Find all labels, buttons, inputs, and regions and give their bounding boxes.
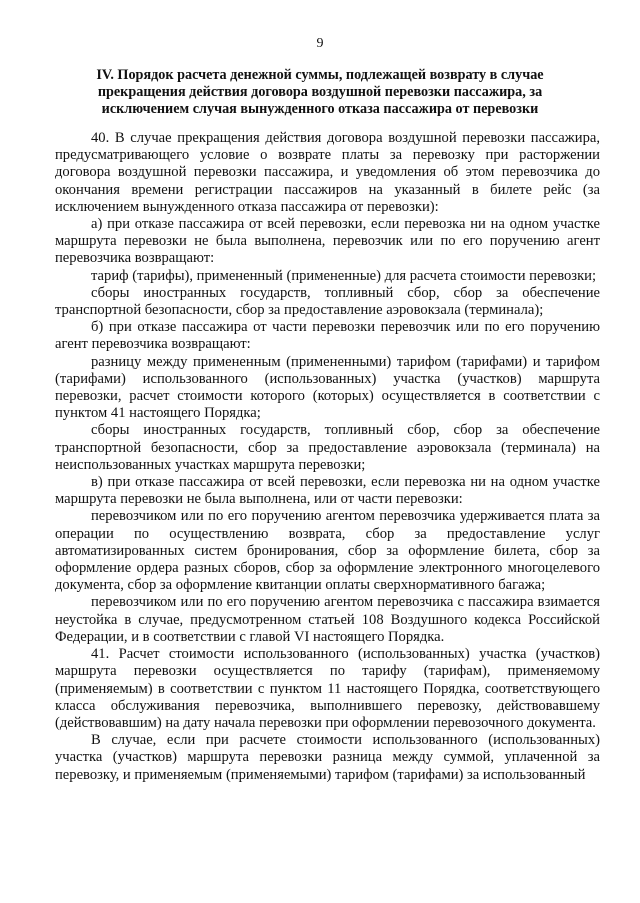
paragraph-40-b-difference: разницу между примененным (примененными) тарифом (тарифами) и тарифом (тарифами) использованного (использованных) участка (участков) маршрута перевозки, расчет стоимости которого (которых) осуществляется в соответствии с пунктом 41 настоящего Порядка; [55,353,600,422]
paragraph-40-c: в) при отказе пассажира от всей перевозки, если перевозка ни на одном участке маршрута перевозки не была выполнена, или от части перевозки: [55,474,600,508]
paragraph-40-b: б) при отказе пассажира от части перевозки перевозчик или по его поручению агент перевозчика возвращают: [55,319,600,353]
paragraph-40: 40. В случае прекращения действия договора воздушной перевозки пассажира, предусматривающего условие о возврате платы за перевозку при расторжении договора воздушной перевозки пассажира, и уведомления об этом перевозчика до окончания времени регистрации пассажиров на указанный в билете рейс (за исключением вынужденного отказа пассажира от перевозки): [55,130,600,215]
page-number: 9 [316,36,324,51]
section-title [84,67,556,118]
paragraph-40-a-tariff: тариф (тарифы), примененный (примененные) для расчета стоимости перевозки; [91,267,597,284]
paragraph-41: 41. Расчет стоимости использованного (использованных) участка (участков) маршрута перевозки осуществляется по тарифу (тарифам), применяемому (применяемым) в соответствии с пунктом 11 настоящего Порядка, соответствующего класса обслуживания перевозчика, выполнившего перевозку, действовавшему (действовавшим) на дату начала перевозки при оформлении перевозочного документа. [55,646,600,731]
document-body [55,130,600,784]
section-title-line: исключением случая вынужденного отказа пассажира от перевозки [101,101,539,117]
paragraph-41-case: В случае, если при расчете стоимости использованного (использованных) участка (участков) маршрута перевозки разница между суммой, уплаченной за перевозку, и применяемым (применяемыми) тарифом (тарифами) за использованный [55,732,600,783]
section-title-line: IV. Порядок расчета денежной суммы, подлежащей возврату в случае [96,67,544,83]
paragraph-40-a: а) при отказе пассажира от всей перевозки, если перевозка ни на одном участке маршрута перевозки не была выполнена, перевозчик или по его поручению агент перевозчика возвращают: [55,216,600,267]
section-title-line: прекращения действия договора воздушной перевозки пассажира, за [97,84,543,100]
paragraph-40-c-penalty: перевозчиком или по его поручению агентом перевозчика с пассажира взимается неустойка в случае, предусмотренном статьей 108 Воздушного кодекса Российской Федерации, и в соответствии с главой VI настоящего Порядка. [55,594,600,645]
paragraph-40-c-retained: перевозчиком или по его поручению агентом перевозчика удерживается плата за операции по осуществлению возврата, сбор за предоставление услуг автоматизированных систем бронирования, сбор за оформление билета, сбор за оформление ордера разных сборов, сбор за оформление электронного многоцелевого документа, сбор за оформление квитанции оплаты сверхнормативного багажа; [55,508,600,594]
paragraph-40-a-fees: сборы иностранных государств, топливный сбор, сбор за обеспечение транспортной безопасности, сбор за предоставление аэровокзала (терминала); [55,284,600,319]
paragraph-40-b-fees: сборы иностранных государств, топливный сбор, сбор за обеспечение транспортной безопасности, сбор за предоставление аэровокзала (терминала) на неиспользованных участках маршрута перевозки; [55,422,600,473]
